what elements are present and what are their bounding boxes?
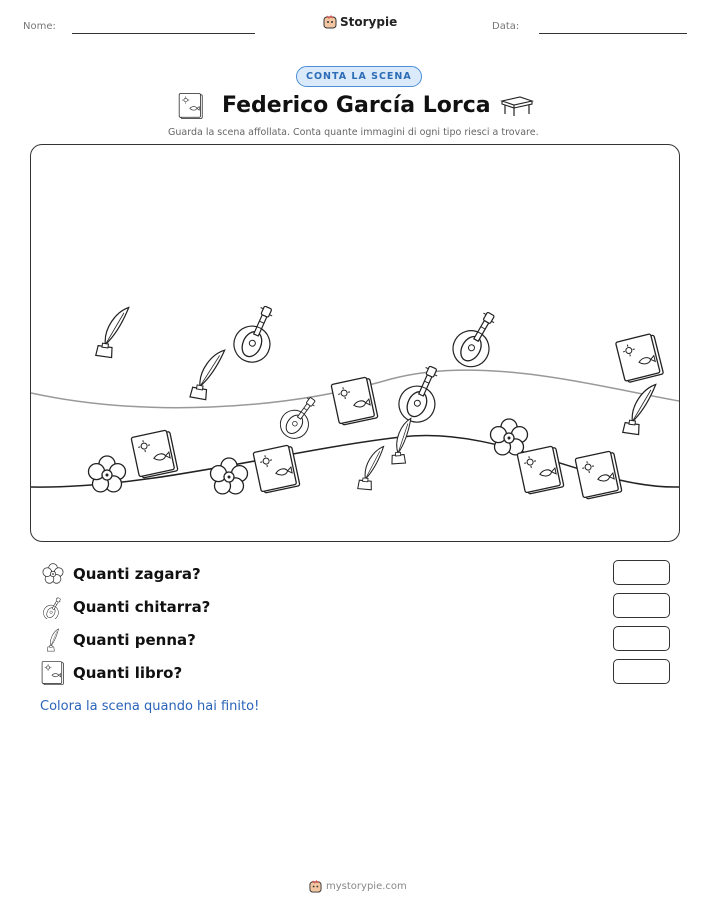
- quill-icon: [389, 418, 414, 464]
- name-input-line[interactable]: [72, 33, 255, 34]
- answer-box[interactable]: [613, 659, 670, 684]
- flower-icon: [491, 419, 528, 455]
- question-text: Quanti chitarra?: [73, 598, 211, 616]
- scene-panel[interactable]: [30, 144, 680, 542]
- question-row: [41, 628, 196, 652]
- date-label: Data:: [492, 21, 520, 32]
- answer-box[interactable]: [613, 560, 670, 585]
- question-row: [41, 595, 210, 619]
- book-icon: [253, 445, 300, 494]
- book-icon: [575, 451, 622, 500]
- footer-site[interactable]: mystorypie.com: [326, 881, 407, 892]
- question-text: Quanti zagara?: [73, 565, 201, 583]
- table-icon: [500, 95, 534, 117]
- book-icon: [616, 333, 664, 383]
- book-icon: [331, 377, 378, 426]
- flower-icon: [89, 456, 126, 492]
- answer-box[interactable]: [613, 626, 670, 651]
- guitar-icon: [228, 300, 284, 368]
- section-badge: CONTA LA SCENA: [296, 66, 422, 87]
- name-label: Nome:: [23, 21, 56, 32]
- answer-box[interactable]: [613, 593, 670, 618]
- quill-icon: [358, 445, 384, 491]
- page-title: Federico García Lorca: [222, 93, 491, 118]
- quill-icon: [190, 346, 225, 402]
- quill-icon: [623, 381, 656, 436]
- question-text: Quanti penna?: [73, 631, 196, 649]
- coloring-instruction: Colora la scena quando hai finito!: [40, 699, 260, 714]
- guitar-icon: [41, 595, 65, 619]
- question-row: [41, 661, 182, 685]
- quill-icon: [41, 628, 65, 652]
- flower-icon: [41, 562, 65, 586]
- date-input-line[interactable]: [539, 33, 687, 34]
- guitar-icon: [446, 305, 506, 373]
- question-row: [41, 562, 201, 586]
- book-icon: [131, 430, 178, 479]
- footer: [309, 880, 407, 893]
- book-icon: [517, 446, 564, 495]
- book-icon: [41, 661, 65, 685]
- book-icon: [176, 93, 206, 119]
- page-subtitle: Guarda la scena affollata. Conta quante immagini di ogni tipo riesci a trovare.: [168, 127, 539, 138]
- storypie-logo-icon: [309, 880, 322, 893]
- question-text: Quanti libro?: [73, 664, 183, 682]
- brand-name: Storypie: [340, 15, 398, 29]
- crowded-scene: [31, 145, 679, 541]
- storypie-logo-icon: [323, 15, 337, 29]
- brand-logo: [323, 15, 397, 29]
- quill-icon: [96, 304, 129, 359]
